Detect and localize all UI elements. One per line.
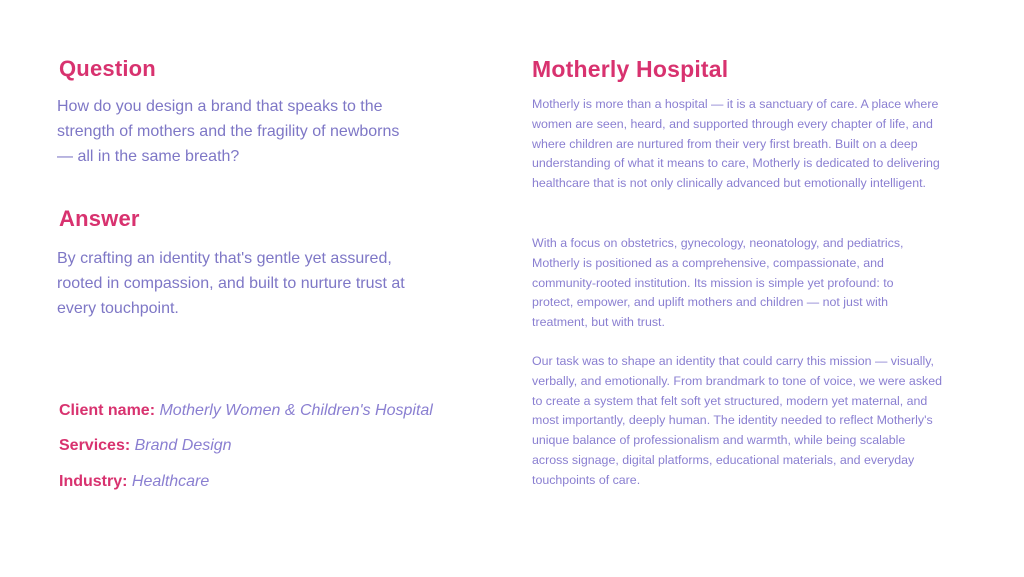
- industry-value: Healthcare: [131, 473, 210, 490]
- intro-paragraph: Motherly is more than a hospital — it is a sanctuary of care. A place where women are seen, heard, and supported through every chapter of life, and where children are nurtured from their very first breath. Built on a deep understanding of what it means to care, Motherly is dedicated to delivering healthcare that is not only clinically advanced but emotionally intelligent.: [532, 97, 940, 191]
- focus-paragraph: With a focus on obstetrics, gynecology, neonatology, and pediatrics, Motherly is positioned as a comprehensive, compassionate, and community-rooted institution. Its mission is simple yet profound: to protect, empower, and uplift mothers and children — not just with treatment, but with trust.: [532, 236, 904, 330]
- question-text: How do you design a brand that speaks to the strength of mothers and the fragility of newborns — all in the same breath?: [57, 98, 400, 165]
- question-heading: Question: [59, 56, 156, 81]
- industry-label: Industry:: [59, 473, 128, 490]
- page-title: Motherly Hospital: [532, 56, 729, 82]
- client-name-value: Motherly Women & Children's Hospital: [159, 402, 433, 419]
- services-row: [59, 436, 232, 456]
- services-value: Brand Design: [134, 437, 232, 454]
- task-paragraph: Our task was to shape an identity that could carry this mission — visually, verbally, and emotionally. From brandmark to tone of voice, we were asked to create a system that felt soft yet structured, modern yet maternal, and most importantly, deeply human. The identity needed to reflect Motherly's unique balance of professionalism and warmth, while being scalable across signage, digital platforms, educational materials, and everyday touchpoints of care.: [532, 354, 942, 487]
- services-label: Services:: [59, 437, 131, 454]
- answer-heading: Answer: [59, 206, 140, 231]
- answer-text: By crafting an identity that's gentle yet assured, rooted in compassion, and built to nurture trust at every touchpoint.: [57, 250, 405, 317]
- client-name-row: [59, 401, 433, 421]
- client-name-label: Client name:: [59, 402, 156, 419]
- industry-row: [59, 472, 209, 492]
